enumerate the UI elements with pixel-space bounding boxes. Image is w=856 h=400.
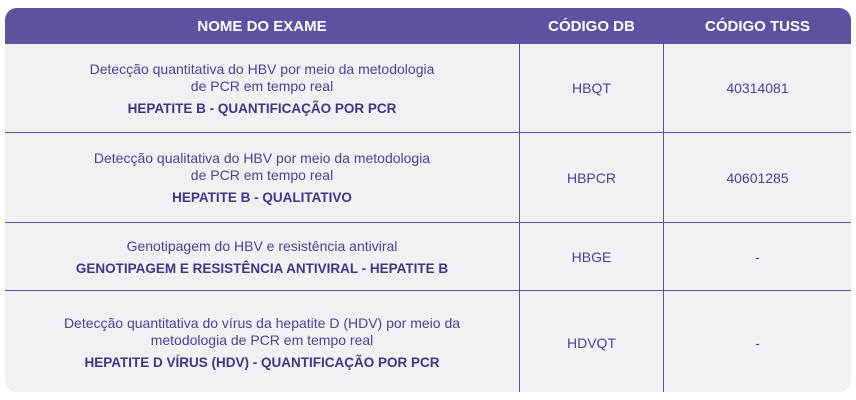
header-code-tuss: CÓDIGO TUSS [704, 17, 810, 35]
exam-table [5, 8, 851, 392]
exam-cell [5, 44, 519, 132]
exam-name: HEPATITE D VÍRUS (HDV) - QUANTIFICAÇÃO POR PCR [84, 355, 440, 370]
exam-cell [5, 223, 519, 290]
exam-name: HEPATITE B - QUANTIFICAÇÃO POR PCR [127, 100, 397, 116]
exam-description: Detecção quantitativa do HBV por meio da metodologia de PCR em tempo real [89, 60, 435, 94]
header-code-db: CÓDIGO DB [548, 17, 635, 35]
code-db-cell: HBGE [519, 223, 664, 290]
table-header [5, 8, 851, 44]
code-tuss-cell: - [755, 248, 760, 265]
code-tuss-cell: - [755, 334, 760, 351]
exam-description: Detecção quantitativa do vírus da hepatite D (HDV) por meio da metodologia de PCR em tempo real [63, 315, 461, 348]
code-db-cell: HDVQT [519, 291, 664, 392]
exam-cell [5, 133, 519, 222]
table-row [5, 44, 851, 133]
exam-name: HEPATITE B - QUALITATIVO [172, 190, 352, 205]
table-row [5, 133, 851, 223]
code-tuss-cell: 40314081 [726, 80, 789, 96]
exam-description: Detecção qualitativa do HBV por meio da metodologia de PCR em tempo real [93, 150, 431, 183]
exam-description: Genotipagem do HBV e resistência antiviral [126, 237, 398, 254]
table-row [5, 223, 851, 291]
code-tuss-cell: 40601285 [726, 169, 789, 186]
header-exam-name: NOME DO EXAME [197, 17, 327, 35]
code-db-cell: HBQT [519, 44, 664, 132]
table-row [5, 291, 851, 392]
code-db-cell: HBPCR [519, 133, 664, 222]
exam-cell [5, 291, 519, 392]
exam-name: GENOTIPAGEM E RESISTÊNCIA ANTIVIRAL - HEPATITE B [75, 260, 449, 276]
